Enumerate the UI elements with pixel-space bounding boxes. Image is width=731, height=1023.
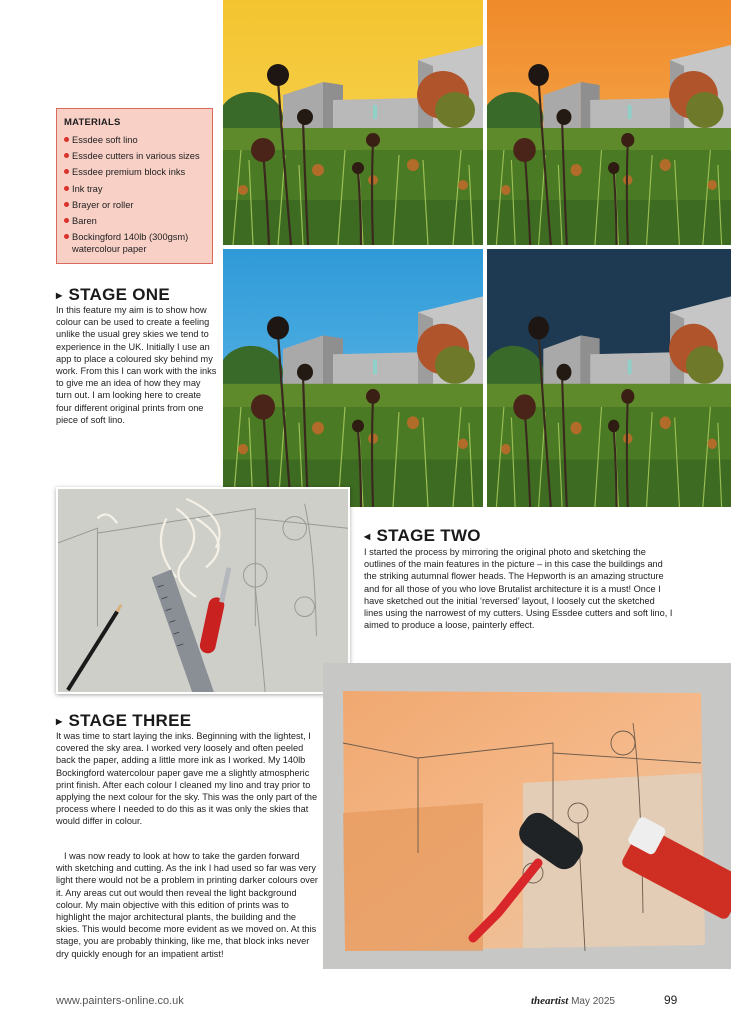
page-number: 99 (664, 993, 678, 1007)
stage-three-text-1: It was time to start laying the inks. Beginning with the lightest, I covered the sky area. I worked very loosely and often peeled back the paper, adding a little more ink as I worked. My 140lb Bockingford watercolour paper gave me a slightly atmospheric print finish. After each colour I cleaned my lino and tray prior to applying the next colour for the sky. This was the only part of the process where I needed to do this as it was only the skies that would differ in colour. (56, 731, 318, 827)
photo-yellow-sky (223, 0, 483, 245)
triangle-left-icon: ◀ (364, 531, 371, 541)
photo-navy-sky (487, 249, 731, 507)
stage-two-heading (364, 526, 481, 546)
stage-one-heading-text: STAGE ONE (68, 285, 171, 304)
materials-item: Essdee cutters in various sizes (64, 148, 206, 164)
stage-two-text: I started the process by mirroring the original photo and sketching the outlines of the main features in the picture – in this case the buildings and the striking autumnal flower heads. The Hepworth is an amazing structure and for all those of you who love Brutalist architecture it is a must! Once I have sketched out the initial ‘reversed’ layout, I loosely cut the sketched lines using the narrowest of my cutters. Using Essdee cutters and soft lino, I aimed to produce a loose, painterly effect. (364, 547, 673, 631)
stage-two-heading-text: STAGE TWO (376, 526, 481, 545)
materials-item: Brayer or roller (64, 197, 206, 213)
photo-orange-sky-image (487, 0, 731, 245)
materials-item: Ink tray (64, 181, 206, 197)
photo-yellow-sky-image (223, 0, 483, 245)
photo-navy-sky-image (487, 249, 731, 507)
photo-blue-sky-image (223, 249, 483, 507)
materials-title: MATERIALS (64, 117, 121, 128)
stage-three-heading-text: STAGE THREE (68, 711, 192, 730)
photo-lino-sketch (56, 487, 350, 694)
photo-ink-print-image (323, 663, 731, 969)
materials-item: Baren (64, 213, 206, 229)
materials-list (64, 132, 206, 255)
footer-brand: theartist (531, 995, 569, 1007)
materials-item: Essdee soft lino (64, 132, 206, 148)
materials-box (56, 108, 213, 264)
stage-one-heading (56, 285, 170, 305)
photo-orange-sky (487, 0, 731, 245)
footer-magazine (531, 995, 615, 1007)
photo-lino-sketch-image (58, 489, 348, 692)
stage-three-heading (56, 711, 191, 731)
photo-blue-sky (223, 249, 483, 507)
stage-three-text-2: I was now ready to look at how to take the garden forward with sketching and cutting. As the ink I had used so far was very light there would not be a problem in printing darker colours over it. Any areas cut out would then reveal the light background colour. My main objective with this edition of prints was to highlight the major architectural plants, the building and the skies. This would become more evident as we moved on. At this stage, you are probably thinking, like me, that block inks never dry quickly enough for an impatient artist! (56, 851, 318, 959)
triangle-right-icon: ▶ (56, 716, 63, 726)
footer-issue: May 2025 (571, 996, 615, 1007)
triangle-right-icon: ▶ (56, 290, 63, 300)
materials-item: Bockingford 140lb (300gsm) watercolour paper (64, 229, 206, 255)
materials-item: Essdee premium block inks (64, 164, 206, 180)
footer-url[interactable]: www.painters-online.co.uk (56, 995, 184, 1007)
photo-ink-print (323, 663, 731, 969)
stage-one-text: In this feature my aim is to show how colour can be used to create a feeling unlike the usual grey skies we tend to experience in the UK. Initially I use an app to place a coloured sky behind my work. From this I can work with the inks to give me an idea of how they may turn out. I am looking here to create four different original prints from one piece of soft lino. (56, 305, 217, 425)
